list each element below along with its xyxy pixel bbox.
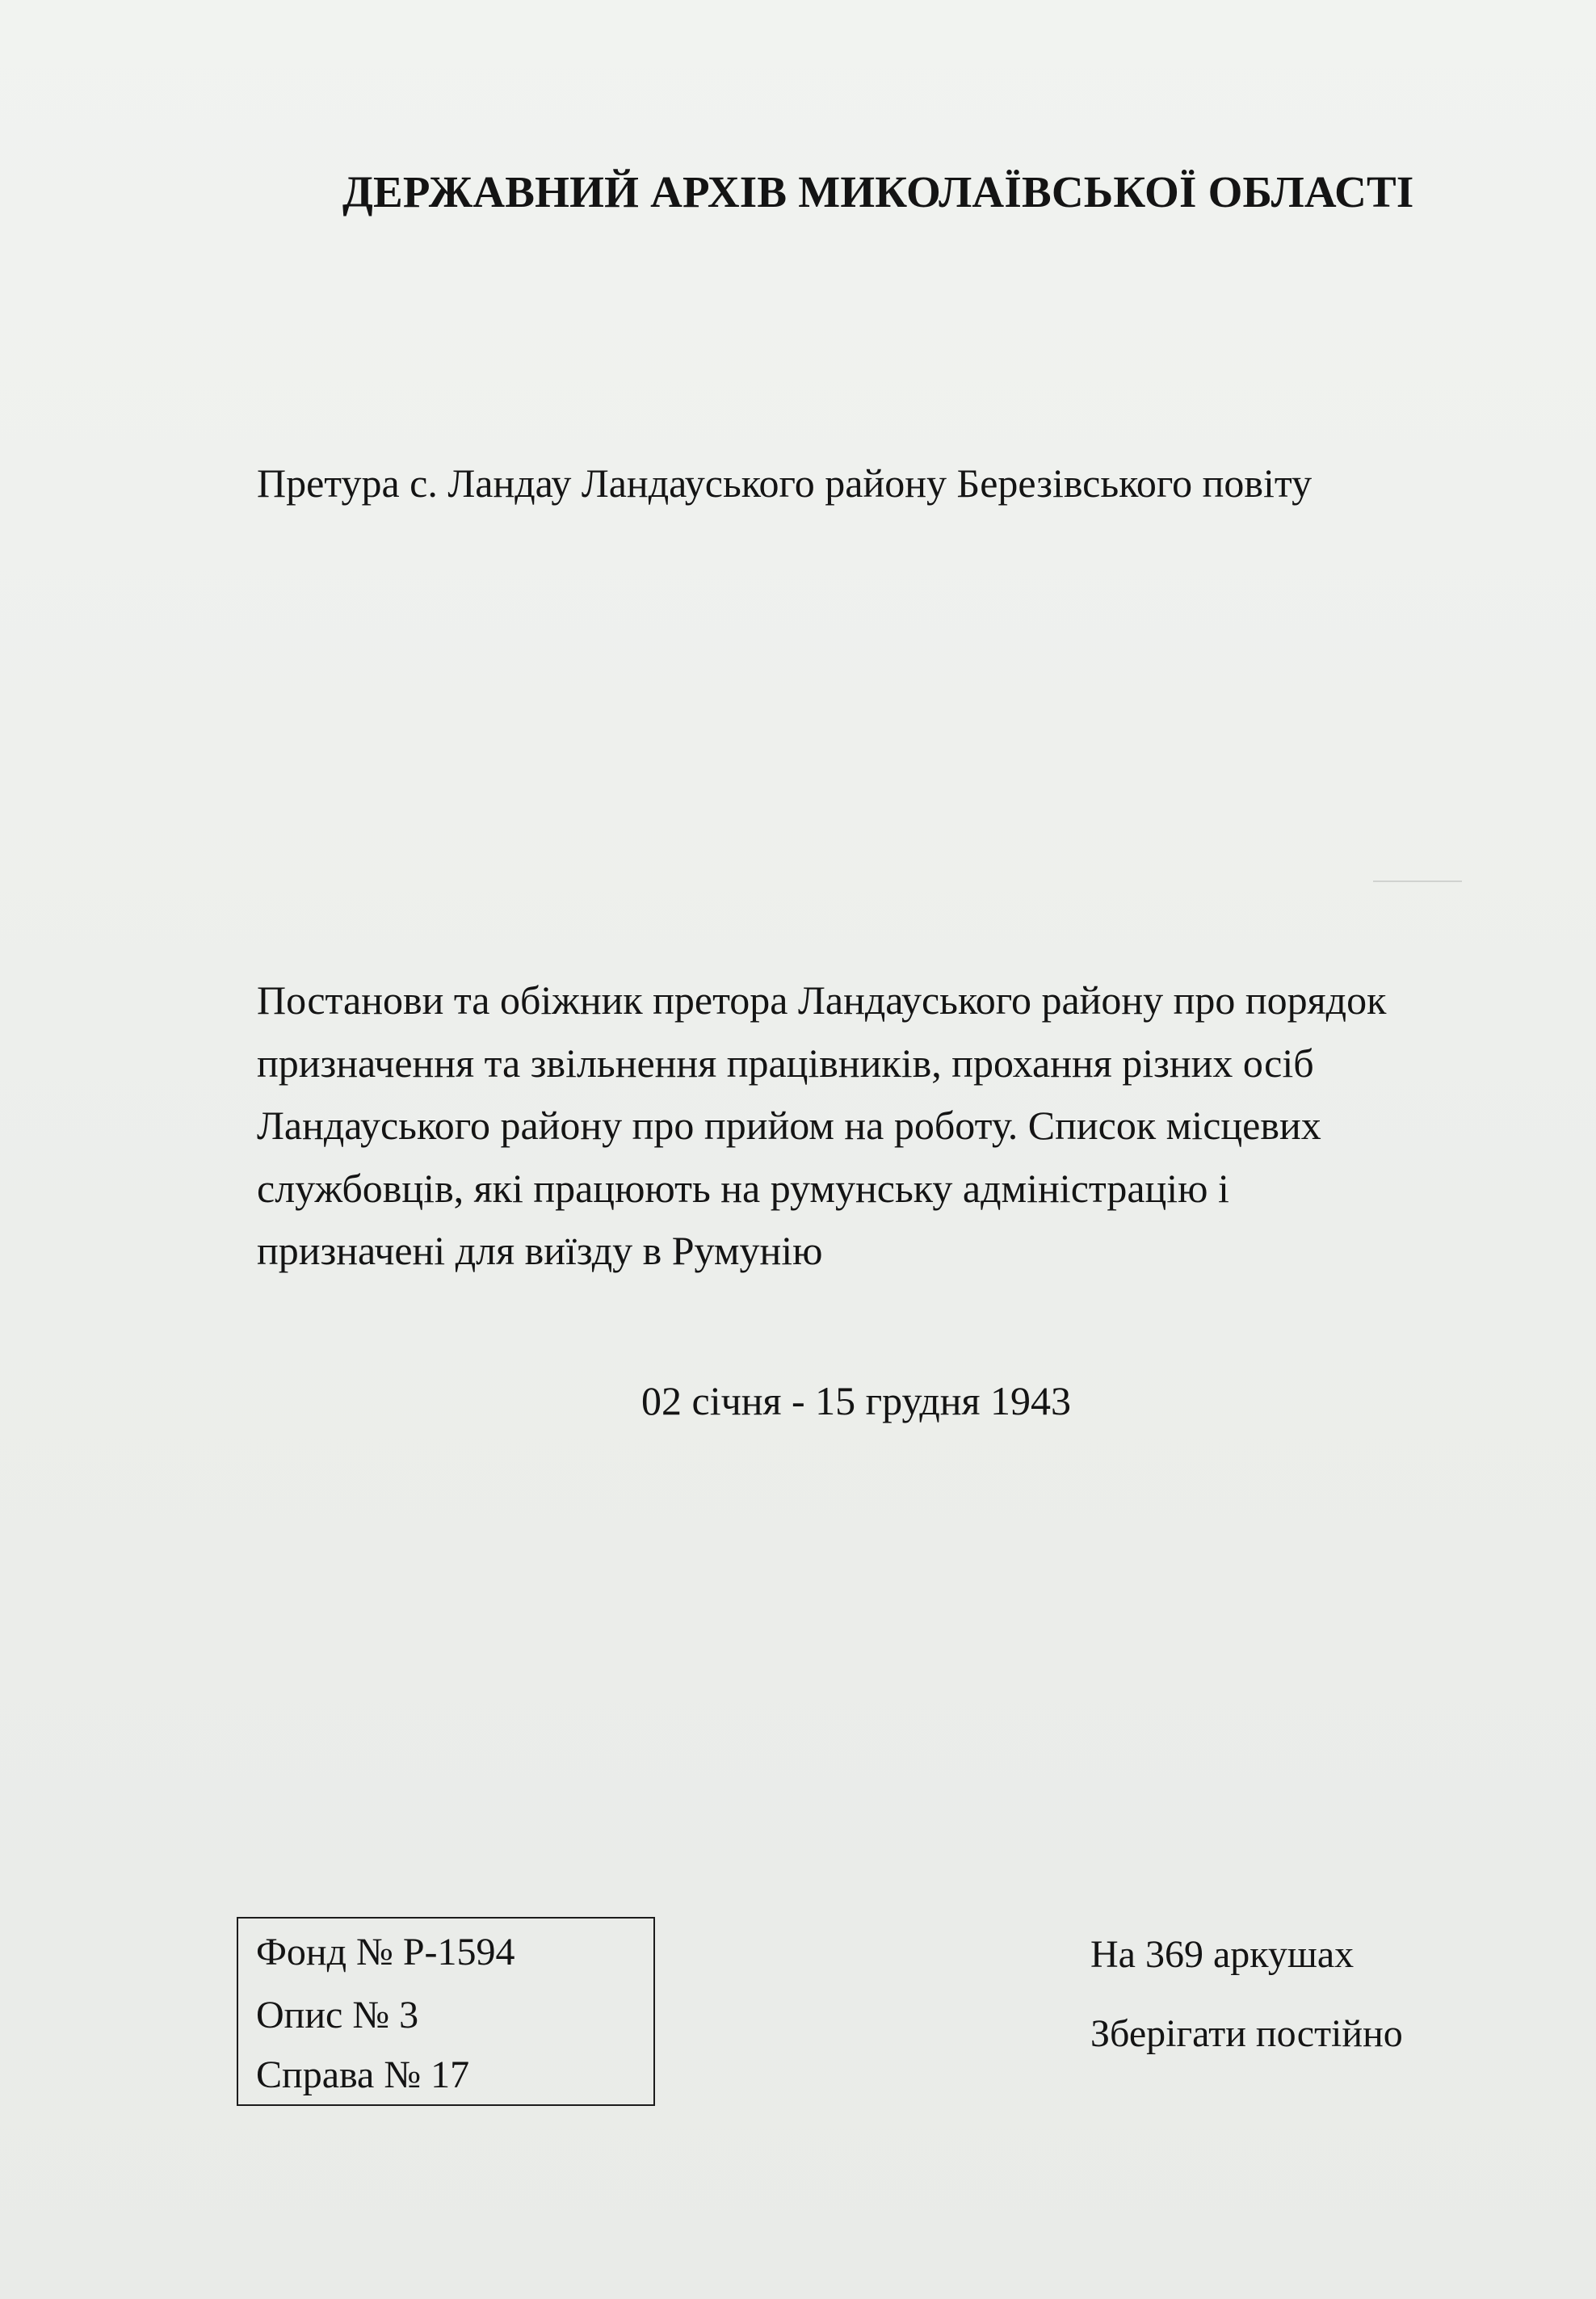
sheet-count: На 369 аркушах xyxy=(1090,1933,1354,1976)
date-range: 02 січня - 15 грудня 1943 xyxy=(641,1378,1072,1423)
sprava-number: Справа № 17 xyxy=(256,2053,470,2096)
opys-number: Опис № 3 xyxy=(256,1994,419,2036)
case-description xyxy=(257,969,1517,1283)
fond-number: Фонд № Р-1594 xyxy=(256,1931,515,1973)
description-line: призначені для виїзду в Румунію xyxy=(257,1228,823,1273)
archive-title: ДЕРЖАВНИЙ АРХІВ МИКОЛАЇВСЬКОЇ ОБЛАСТІ xyxy=(342,167,1414,216)
fond-reference-box xyxy=(237,1917,655,2106)
retention-note: Зберігати постійно xyxy=(1090,2012,1403,2055)
description-line: призначення та звільнення працівників, прохання різних осіб xyxy=(257,1040,1314,1086)
description-line: Постанови та обіжник претора Ландауського району про порядок xyxy=(257,977,1387,1023)
description-line: службовців, які працюють на румунську адміністрацію і xyxy=(257,1165,1229,1211)
institution-name: Претура с. Ландау Ландауського району Березівського повіту xyxy=(257,460,1312,506)
description-line: Ландауського району про прийом на роботу. Список місцевих xyxy=(257,1103,1321,1148)
scan-mark xyxy=(1373,881,1462,882)
